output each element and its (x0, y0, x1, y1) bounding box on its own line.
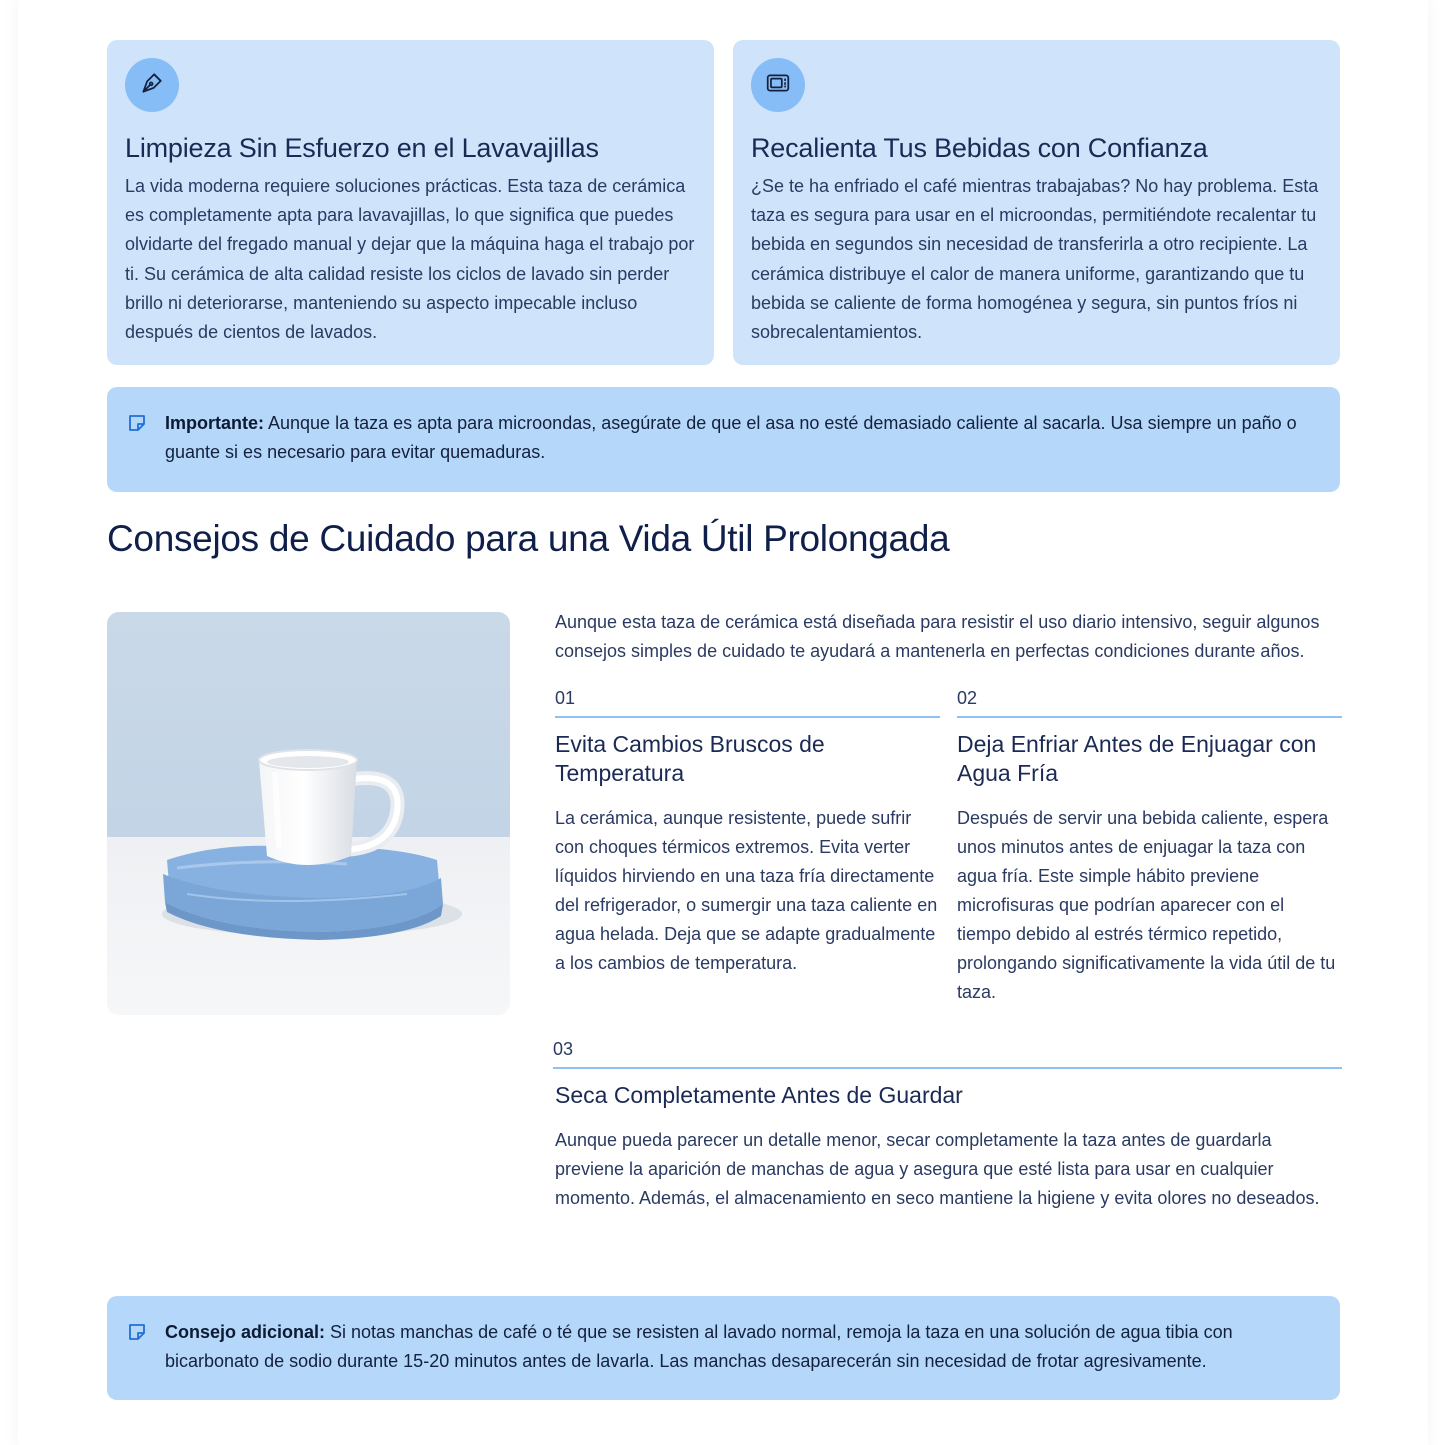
tip-body: Aunque pueda parecer un detalle menor, secar completamente la taza antes de guardarla previene la aparición de manchas de agua y asegura que esté lista para usar en cualquier momento. Además, el almacenamiento en seco mantiene la higiene y evita olores no deseados. (555, 1130, 1320, 1208)
callout-body: Aunque la taza es apta para microondas, asegúrate de que el asa no esté demasiado caliente al sacarla. Usa siempre un paño o guante si es necesario para evitar quemaduras. (165, 413, 1297, 462)
pen-nib-icon (139, 70, 165, 101)
note-icon (127, 1322, 147, 1342)
callout-text (165, 1318, 1316, 1376)
feature-body: La vida moderna requiere soluciones prácticas. Esta taza de cerámica es completamente apta para lavavajillas, lo que significa que puedes olvidarte del fregado manual y dejar que la máquina haga el trabajo por ti. Su cerámica de alta calidad resiste los ciclos de lavado sin perder brillo ni deteriorarse, manteniendo su aspecto impecable incluso después de cientos de lavados. (125, 176, 695, 343)
mug-on-towel-image (107, 612, 510, 1015)
icon-badge (751, 58, 805, 112)
tip-title: Seca Completamente Antes de Guardar (555, 1082, 963, 1108)
tip-divider (555, 716, 940, 718)
tip-number: 01 (555, 688, 576, 708)
tip-body: La cerámica, aunque resistente, puede sufrir con choques térmicos extremos. Evita verter líquidos hirviendo en una taza fría directamente del refrigerador, o sumergir una taza caliente en agua helada. Deja que se adapte gradualmente a los cambios de temperatura. (555, 808, 938, 973)
feature-card-microwave (733, 40, 1340, 365)
care-intro: Aunque esta taza de cerámica está diseñada para resistir el uso diario intensivo, seguir algunos consejos simples de cuidado te ayudará a mantenerla en perfectas condiciones durante años. (555, 612, 1320, 662)
callout-text (165, 409, 1316, 467)
feature-body: ¿Se te ha enfriado el café mientras trabajabas? No hay problema. Esta taza es segura para usar en el microondas, permitiéndote recalentar tu bebida en segundos sin necesidad de transferirla a otro recipiente. La cerámica distribuye el calor de manera uniforme, garantizando que tu bebida se caliente de forma homogénea y segura, sin puntos fríos ni sobrecalentamientos. (751, 176, 1319, 343)
care-tip (957, 688, 1342, 1007)
callout-body: Si notas manchas de café o té que se resisten al lavado normal, remoja la taza en una solución de agua tibia con bicarbonato de sodio durante 15-20 minutos antes de lavarla. Las manchas desaparecerán sin necesidad de frotar agresivamente. (165, 1322, 1233, 1371)
page (18, 0, 1428, 1445)
tip-divider (553, 1067, 1342, 1069)
tip-number: 02 (957, 688, 978, 708)
tip-number: 03 (553, 1039, 574, 1059)
feature-title: Limpieza Sin Esfuerzo en el Lavavajillas (125, 133, 599, 163)
tip-divider (957, 716, 1342, 718)
feature-title: Recalienta Tus Bebidas con Confianza (751, 133, 1208, 163)
microwave-icon (765, 70, 791, 101)
callout-label: Importante: (165, 413, 264, 433)
important-callout (107, 387, 1340, 492)
care-tip (555, 688, 940, 978)
tip-title: Deja Enfriar Antes de Enjuagar con Agua Fría (957, 731, 1317, 786)
icon-badge (125, 58, 179, 112)
extra-tip-callout (107, 1296, 1340, 1400)
note-icon (127, 413, 147, 433)
tip-title: Evita Cambios Bruscos de Temperatura (555, 731, 825, 786)
callout-label: Consejo adicional: (165, 1322, 326, 1342)
section-title: Consejos de Cuidado para una Vida Útil Prolongada (107, 518, 950, 559)
care-tip (553, 1039, 1342, 1213)
tip-body: Después de servir una bebida caliente, espera unos minutos antes de enjuagar la taza con agua fría. Este simple hábito previene microfisuras que podrían aparecer con el tiempo debido al estrés térmico repetido, prolongando significativamente la vida útil de tu taza. (957, 808, 1336, 1002)
feature-card-dishwasher (107, 40, 714, 365)
